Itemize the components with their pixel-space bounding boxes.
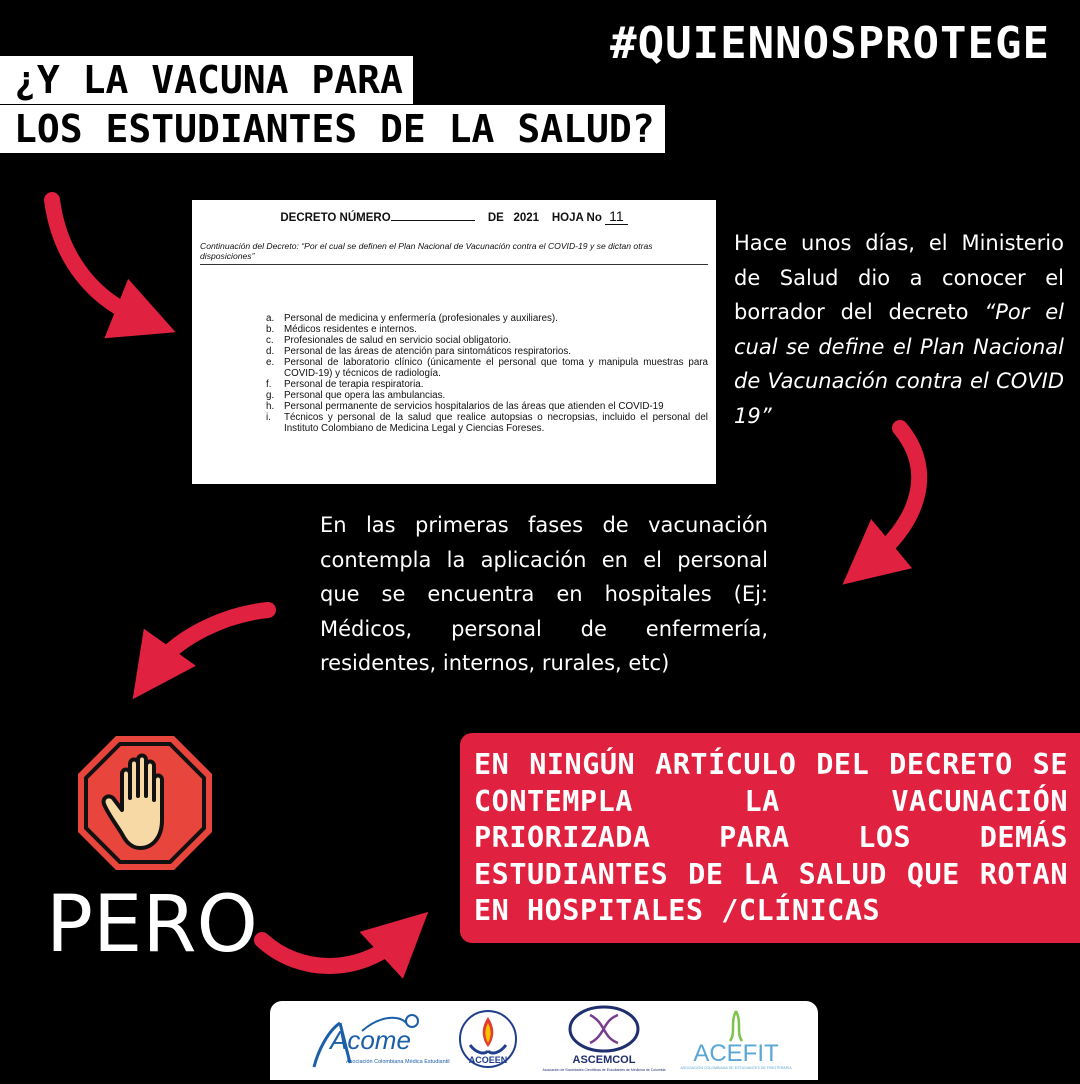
list-item-text: Médicos residentes e internos.	[284, 324, 417, 335]
arrow-3-icon	[155, 610, 268, 668]
title-line-2: LOS ESTUDIANTES DE LA SALUD?	[0, 105, 665, 153]
ascemcol-logo-subtitle: Asociación de Sociedades Científicas de Estudiantes de Medicina de Colombia	[542, 1068, 666, 1072]
pero-label: PERO	[46, 880, 258, 970]
list-item-letter: g.	[266, 390, 275, 401]
list-item-text: Personal de las áreas de atención para sintomáticos respiratorios.	[284, 346, 571, 357]
list-item-letter: e.	[266, 357, 275, 368]
list-item-text: Personal de medicina y enfermería (profesionales y auxiliares).	[284, 313, 558, 324]
decree-de-label: DE	[487, 212, 504, 224]
arrow-2-icon	[872, 428, 919, 560]
list-item-letter: b.	[266, 324, 275, 335]
list-item	[266, 412, 708, 434]
acoeen-logo-name: ACOEEN	[468, 1055, 508, 1065]
list-item-text: Personal que opera las ambulancias.	[284, 390, 446, 401]
intro-paragraph	[734, 226, 1064, 433]
list-item-letter: h.	[266, 401, 275, 412]
ascemcol-logo	[543, 1007, 666, 1072]
acoeen-logo	[460, 1011, 516, 1067]
callout-text: EN NINGÚN ARTÍCULO DEL DECRETO SE CONTEMPLA LA VACUNACIÓN PRIORIZADA PARA LOS DEMÁS ESTUDIANTES DE LA SALUD QUE ROTAN EN HOSPITALES /CLÍNICAS	[474, 748, 1068, 927]
intro-italic-text: “Por el cual se define el Plan Nacional de Vacunación contra el COVID 19”	[734, 300, 1064, 428]
list-item	[266, 346, 708, 357]
list-item	[266, 390, 708, 401]
acefit-logo-name: ACEFIT	[693, 1040, 779, 1067]
title-line-1: ¿Y LA VACUNA PARA	[0, 56, 413, 104]
acefit-logo-subtitle: ASOCIACIÓN COLOMBIANA DE ESTUDIANTES DE FISIOTERAPIA	[680, 1066, 792, 1070]
list-item	[266, 357, 708, 379]
list-item	[266, 313, 708, 324]
list-item-letter: d.	[266, 346, 275, 357]
list-item-text: Personal de laboratorio clínico (únicamente el personal que toma y manipula muestras para COVID-19) y técnicos de radiología.	[284, 357, 708, 379]
arrow-1-icon	[52, 200, 140, 318]
list-item-letter: i.	[266, 412, 271, 423]
list-item	[266, 379, 708, 390]
logos-bar	[270, 1001, 818, 1080]
decree-list	[200, 313, 708, 434]
list-item-letter: f.	[266, 379, 272, 390]
stop-hand-icon	[76, 734, 214, 872]
list-item-text: Profesionales de salud en servicio social obligatorio.	[284, 335, 512, 346]
acefit-logo	[680, 1011, 792, 1070]
list-item-text: Técnicos y personal de la salud que realice autopsias o necropsias, incluido el personal del Instituto Colombiano de Medicina Legal y Ciencias Foreses.	[284, 412, 708, 434]
decree-hoja-label: HOJA No	[551, 212, 602, 224]
list-item-text: Personal permanente de servicios hospitalarios de las áreas que atienden el COVID-19	[284, 401, 664, 412]
list-item	[266, 324, 708, 335]
hashtag: #QUIENNOSPROTEGE	[610, 18, 1050, 69]
arrow-4-icon	[262, 938, 400, 966]
decree-document	[192, 200, 716, 484]
list-item-letter: c.	[266, 335, 274, 346]
callout-box	[460, 733, 1080, 943]
phases-paragraph: En las primeras fases de vacunación contempla la aplicación en el personal que se encuentra en hospitales (Ej: Médicos, personal de enfermería, residentes, internos, rurales, etc)	[320, 513, 768, 675]
decree-number-label: DECRETO NÚMERO	[280, 212, 391, 224]
intro-plain-text: Hace unos días, el Ministerio de Salud dio a conocer el borrador del decreto	[734, 231, 1064, 324]
acome-logo-subtitle: Asociación Colombiana Médica Estudiantil	[346, 1059, 450, 1065]
ascemcol-logo-name: ASCEMCOL	[572, 1054, 636, 1066]
decree-year: 2021	[513, 212, 540, 224]
decree-continuation: Continuación del Decreto: “Por el cual se definen el Plan Nacional de Vacunación contra el COVID-19 y se dictan otras disposiciones”	[200, 241, 708, 265]
decree-header	[200, 208, 708, 225]
acome-logo-name: Acome	[330, 1025, 411, 1055]
list-item-text: Personal de terapia respiratoria.	[284, 379, 424, 390]
list-item	[266, 335, 708, 346]
decree-page-number: 11	[605, 208, 628, 225]
logos-svg	[270, 1001, 818, 1080]
list-item-letter: a.	[266, 313, 275, 324]
list-item	[266, 401, 708, 412]
acome-logo	[314, 1015, 450, 1067]
